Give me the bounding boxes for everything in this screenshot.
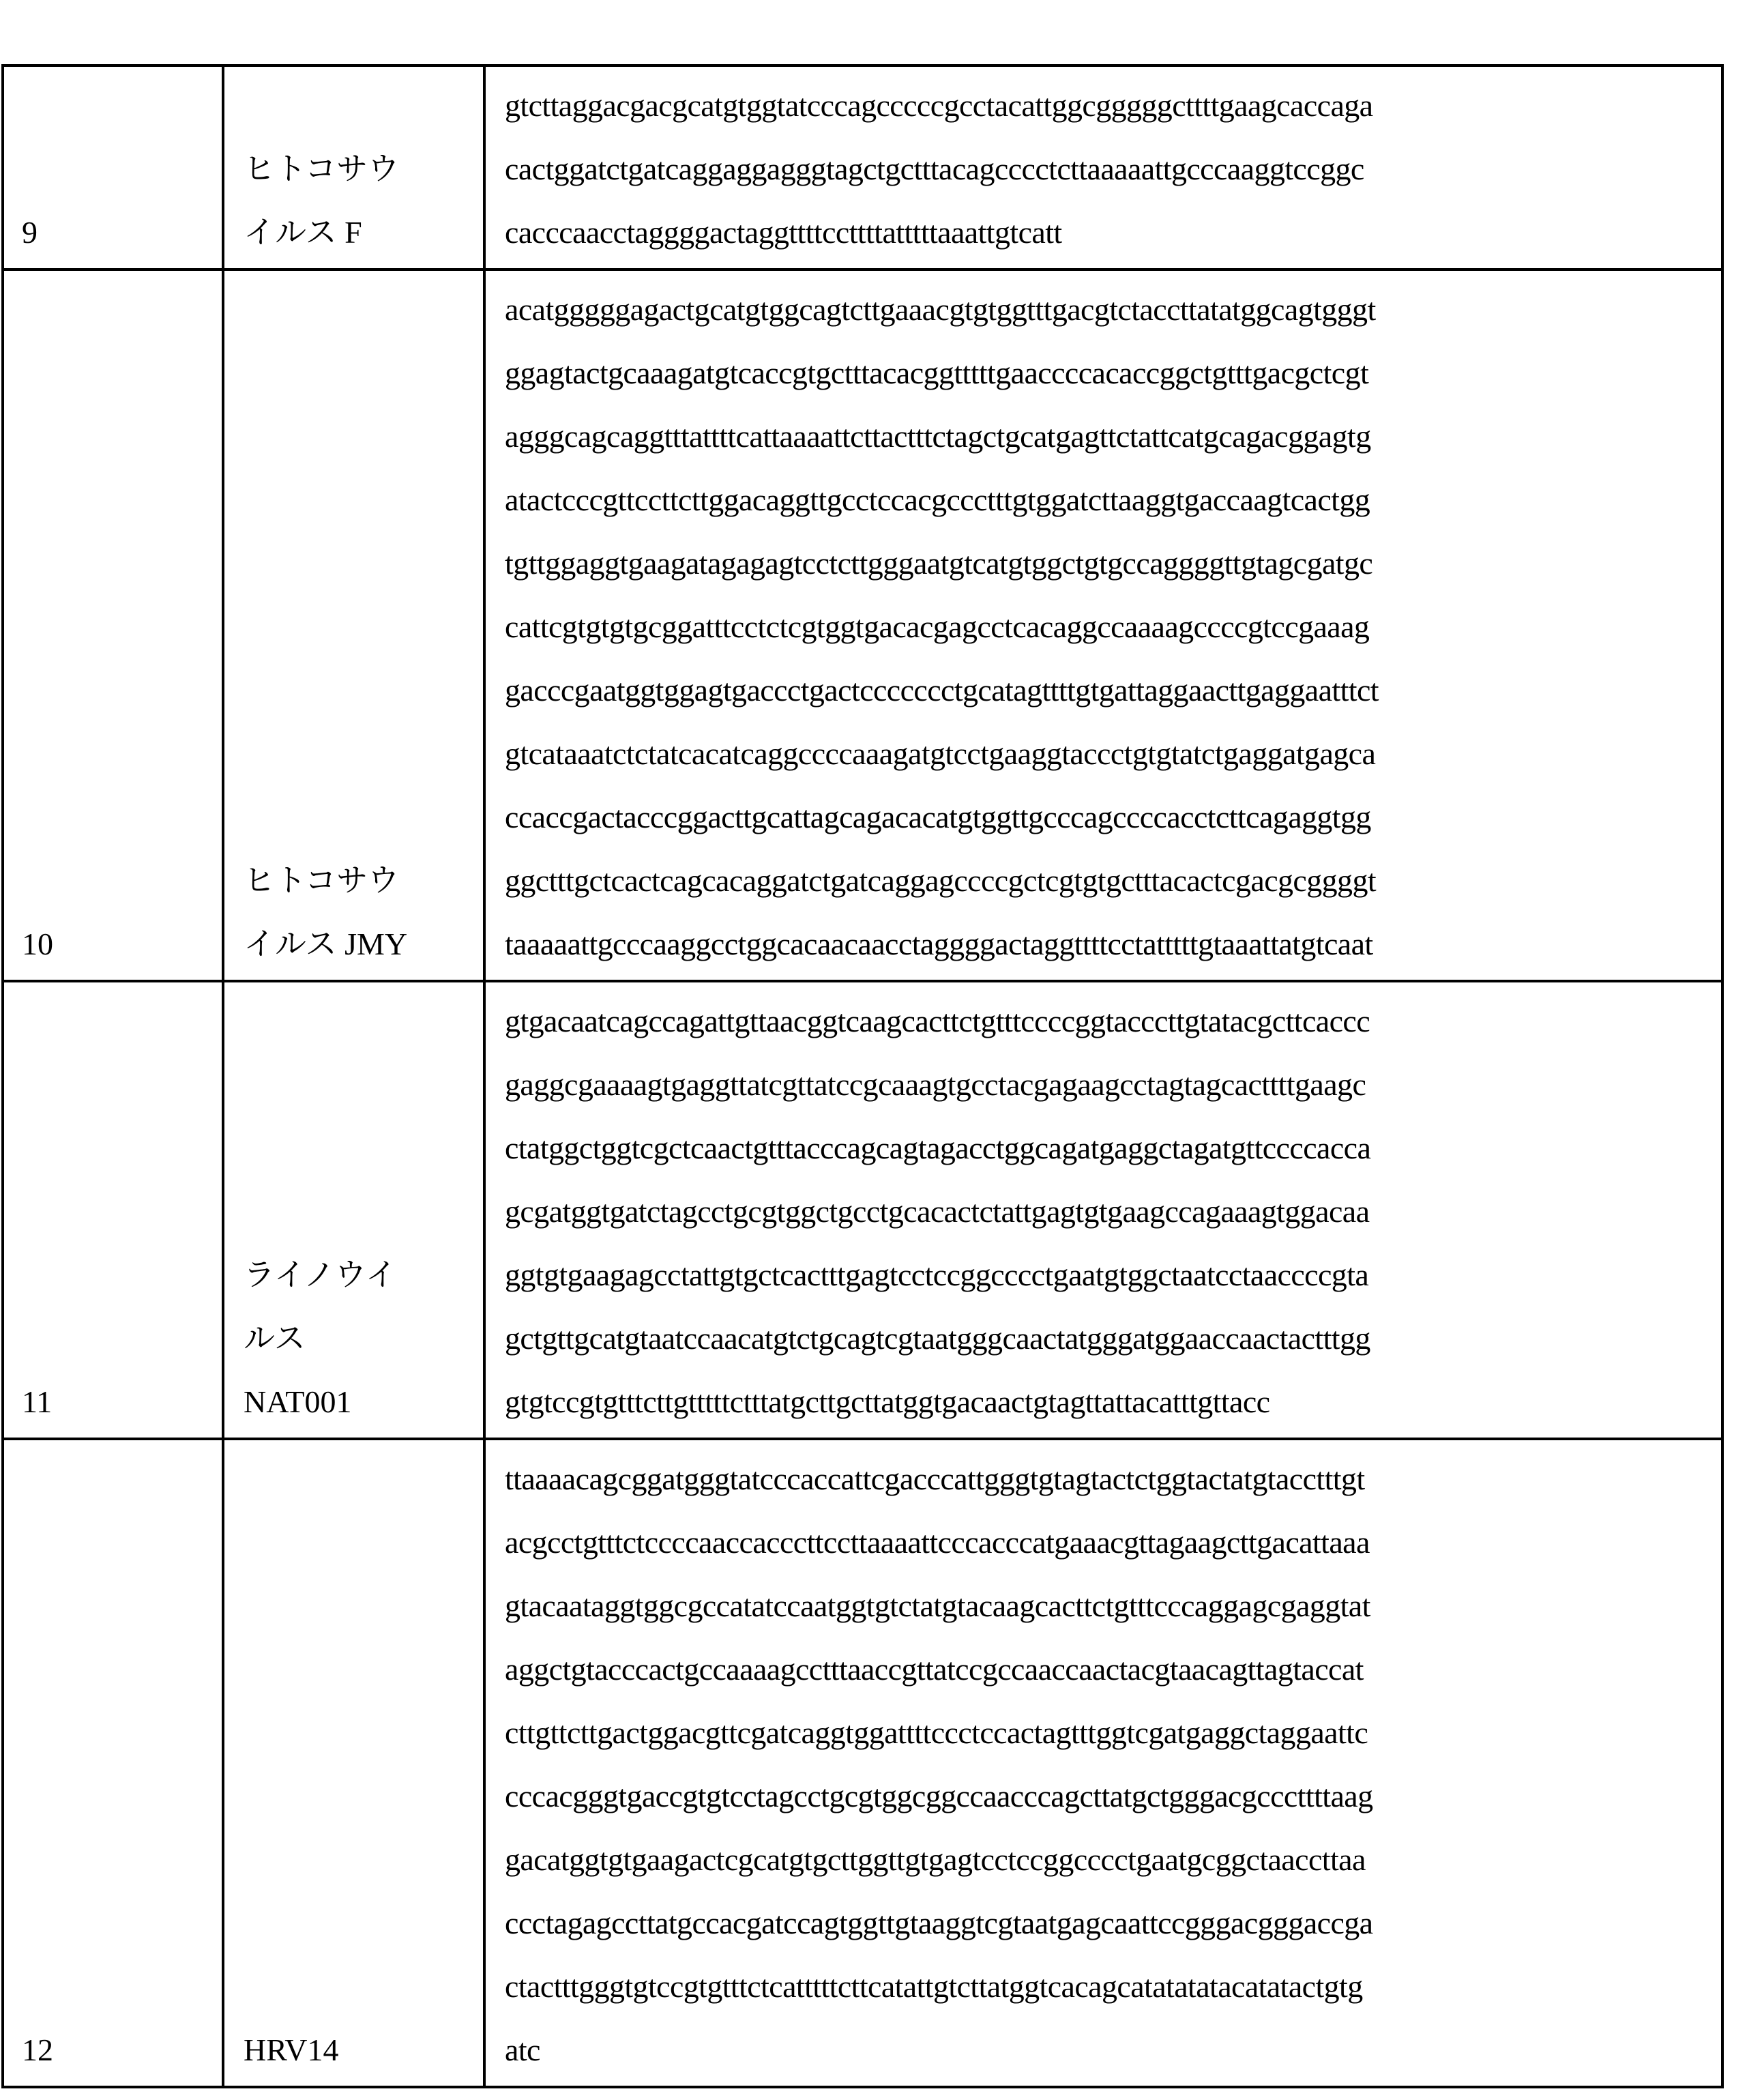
virus-name-line: NAT001 <box>244 1384 352 1419</box>
sequence-line: gtgacaatcagccagattgttaacggtcaagcacttctgtttccccggtacccttgtatacgcttcaccc <box>505 1004 1370 1038</box>
table-row <box>3 1439 1722 2087</box>
sequence-line: atc <box>505 2032 540 2067</box>
sequence-line: gtcataaatctctatcacatcaggccccaaagatgtcctgaaggtaccctgtgtatctgaggatgagca <box>505 736 1376 771</box>
sequence-cell <box>484 269 1722 981</box>
virus-name <box>223 1439 484 2087</box>
sequence-line: gacatggtgtgaagactcgcatgtgcttggttgtgagtcctccggcccctgaatgcggctaaccttaa <box>505 1842 1366 1877</box>
sequence-table <box>1 64 1724 2088</box>
table-row <box>3 269 1722 981</box>
sequence-line: gaggcgaaaagtgaggttatcgttatccgcaaagtgcctacgagaagcctagtagcacttttgaagc <box>505 1067 1366 1102</box>
sequence-line: ggtgtgaagagcctattgtgctcactttgagtcctccggcccctgaatgtggctaatcctaaccccgta <box>505 1257 1369 1292</box>
virus-name-line: イルス F <box>244 215 362 250</box>
sequence-line: ccctagagccttatgccacgatccagtggttgtaaggtcgtaatgagcaattccgggacgggaccga <box>505 1906 1373 1940</box>
sequence-cell <box>484 981 1722 1439</box>
sequence-number: 12 <box>3 1439 223 2087</box>
sequence-line: acgcctgtttctccccaaccacccttccttaaaattcccacccatgaaacgttagaagcttgacattaaa <box>505 1525 1370 1560</box>
sequence-number: 9 <box>3 65 223 269</box>
sequence-line: cattcgtgtgtgcggatttcctctcgtggtgacacgagcctcacaggccaaaagccccgtccgaaag <box>505 609 1370 644</box>
sequence-line: ctatggctggtcgctcaactgtttacccagcagtagacctggcagatgaggctagatgttccccacca <box>505 1131 1371 1165</box>
sequence-line: aggctgtacccactgccaaaagcctttaaccgttatccgccaaccaactacgtaacagttagtaccat <box>505 1652 1364 1687</box>
sequence-line: ggctttgctcactcagcacaggatctgatcaggagccccgctcgtgtgctttacactcgacgcggggt <box>505 863 1377 898</box>
sequence-line: ttaaaacagcggatgggtatcccaccattcgacccattgggtgtagtactctggtactatgtacctttgt <box>505 1461 1365 1496</box>
virus-name-line: ヒトコサウ <box>244 151 400 186</box>
table-row <box>3 981 1722 1439</box>
sequence-line: cccacgggtgaccgtgtcctagcctgcgtggcggccaacccagcttatgctgggacgcccttttaag <box>505 1779 1373 1813</box>
sequence-number: 10 <box>3 269 223 981</box>
sequence-line: gcgatggtgatctagcctgcgtggctgcctgcacactctattgagtgtgaagccagaaagtggacaa <box>505 1194 1370 1229</box>
virus-name-line: ライノウイ <box>244 1257 397 1292</box>
sequence-line: cacccaacctaggggactaggttttccttttatttttaaattgtcatt <box>505 215 1062 250</box>
sequence-line: gtacaataggtggcgccatatccaatggtgtctatgtacaagcacttctgtttcccaggagcgaggtat <box>505 1588 1370 1623</box>
sequence-line: atactcccgttccttcttggacaggttgcctccacgccctttgtggatcttaaggtgaccaagtcactgg <box>505 482 1370 517</box>
virus-name <box>223 65 484 269</box>
sequence-line: ctactttgggtgtccgtgtttctcatttttcttcatattgtcttatggtcacagcatatatatacatatactgtg <box>505 1969 1363 2004</box>
sequence-cell <box>484 65 1722 269</box>
sequence-line: gtcttaggacgacgcatgtggtatcccagcccccgcctacattggcgggggcttttgaagcaccaga <box>505 88 1373 123</box>
table-row <box>3 65 1722 269</box>
sequence-cell <box>484 1439 1722 2087</box>
virus-name <box>223 981 484 1439</box>
sequence-line: gtgtccgtgtttcttgtttttctttatgcttgcttatggtgacaactgtagttattacatttgttacc <box>505 1384 1270 1419</box>
sequence-line: taaaaattgcccaaggcctggcacaacaacctaggggactaggttttcctatttttgtaaattatgtcaat <box>505 927 1373 961</box>
sequence-line: cttgttcttgactggacgttcgatcaggtggattttccctccactagtttggtcgatgaggctaggaattc <box>505 1715 1368 1750</box>
sequence-line: acatgggggagactgcatgtggcagtcttgaaacgtgtggtttgacgtctaccttatatggcagtgggt <box>505 292 1376 327</box>
sequence-line: ggagtactgcaaagatgtcaccgtgctttacacggtttttgaaccccacaccggctgtttgacgctcgt <box>505 355 1369 390</box>
virus-name <box>223 269 484 981</box>
virus-name-line: ヒトコサウ <box>244 863 400 898</box>
sequence-line: cactggatctgatcaggaggagggtagctgctttacagcccctcttaaaaattgcccaaggtccggc <box>505 151 1364 186</box>
sequence-line: ccaccgactacccggacttgcattagcagacacatgtggttgcccagccccacctcttcagaggtgg <box>505 800 1371 834</box>
virus-name-line: HRV14 <box>244 2032 339 2067</box>
virus-name-line: ルス <box>244 1321 306 1356</box>
sequence-line: gctgttgcatgtaatccaacatgtctgcagtcgtaatgggcaactatgggatggaaccaactactttgg <box>505 1321 1370 1356</box>
sequence-line: gacccgaatggtggagtgaccctgactccccccctgcatagttttgtgattaggaacttgaggaatttct <box>505 673 1379 708</box>
virus-name-line: イルス JMY <box>244 927 408 961</box>
sequence-line: tgttggaggtgaagatagagagtcctcttgggaatgtcatgtggctgtgccaggggttgtagcgatgc <box>505 546 1373 581</box>
sequence-number: 11 <box>3 981 223 1439</box>
sequence-line: agggcagcaggtttattttcattaaaattcttactttctagctgcatgagttctattcatgcagacggagtg <box>505 419 1371 454</box>
